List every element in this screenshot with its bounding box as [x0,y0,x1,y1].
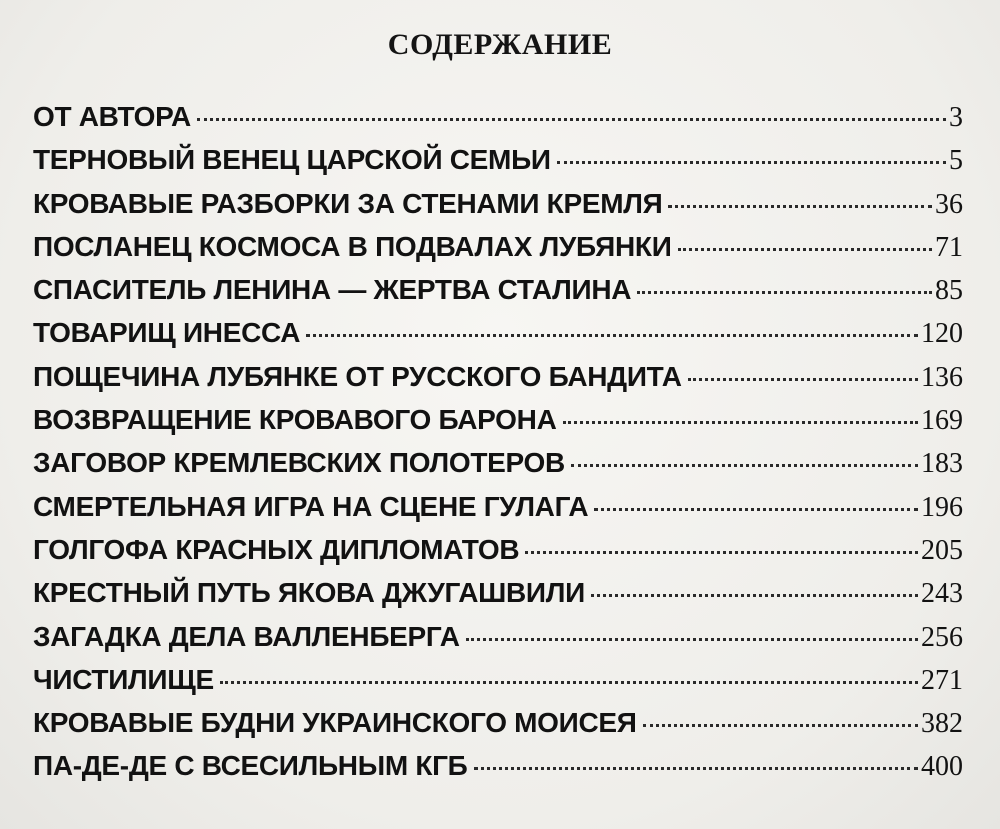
toc-entry-page-number: 5 [949,145,963,177]
dot-leader [525,551,918,554]
dot-leader [668,205,932,208]
toc-entry [33,750,963,793]
toc-entry-page-number: 382 [921,708,963,740]
dot-leader [637,291,932,294]
toc-entry-title: ВОЗВРАЩЕНИЕ КРОВАВОГО БАРОНА [33,404,557,436]
toc-entry [33,577,963,620]
toc-entry-title: ТОВАРИЩ ИНЕССА [33,317,301,349]
dot-leader [688,378,918,381]
toc-entry-title: КРОВАВЫЕ РАЗБОРКИ ЗА СТЕНАМИ КРЕМЛЯ [33,187,663,219]
toc-entry [33,274,963,317]
toc-entry-title: ПОЩЕЧИНА ЛУБЯНКЕ ОТ РУССКОГО БАНДИТА [33,360,682,392]
toc-entry [33,404,963,447]
dot-leader [594,508,918,511]
toc-entry [33,534,963,577]
toc-entry-title: СПАСИТЕЛЬ ЛЕНИНА — ЖЕРТВА СТАЛИНА [33,274,632,306]
toc-entry-page-number: 400 [921,751,963,783]
toc-entry-page-number: 36 [935,188,963,220]
toc-entry-title: ЗАГАДКА ДЕЛА ВАЛЛЕНБЕРГА [33,620,460,652]
dot-leader [306,334,918,337]
toc-entry-page-number: 71 [935,231,963,263]
toc-entry-title: ГОЛГОФА КРАСНЫХ ДИПЛОМАТОВ [33,533,520,565]
table-of-contents [33,101,963,794]
dot-leader [466,638,918,641]
toc-entry-title: СМЕРТЕЛЬНАЯ ИГРА НА СЦЕНЕ ГУЛАГА [33,490,589,522]
toc-entry [33,144,963,187]
toc-entry-page-number: 183 [921,448,963,480]
toc-entry-page-number: 120 [921,318,963,350]
page-title: СОДЕРЖАНИЕ [387,28,613,61]
toc-entry [33,664,963,707]
toc-entry-page-number: 3 [949,102,963,133]
toc-entry [33,101,963,144]
dot-leader [643,724,918,727]
toc-entry-page-number: 85 [935,275,963,307]
toc-entry [33,231,963,274]
toc-entry-title: КРОВАВЫЕ БУДНИ УКРАИНСКОГО МОИСЕЯ [33,707,637,739]
toc-entry-title: ПА-ДЕ-ДЕ С ВСЕСИЛЬНЫМ КГБ [33,750,468,782]
dot-leader [591,594,918,597]
toc-entry-page-number: 243 [921,578,963,610]
dot-leader [563,421,918,424]
dot-leader [557,161,946,164]
toc-entry [33,447,963,490]
toc-entry-page-number: 136 [921,361,963,393]
dot-leader [571,464,918,467]
toc-entry [33,621,963,664]
dot-leader [678,248,932,251]
toc-entry [33,491,963,534]
toc-entry-page-number: 205 [921,534,963,566]
dot-leader [197,118,946,121]
toc-entry-title: ЗАГОВОР КРЕМЛЕВСКИХ ПОЛОТЕРОВ [33,447,565,479]
dot-leader [474,767,918,770]
toc-entry-page-number: 256 [921,621,963,653]
toc-entry [33,188,963,231]
dot-leader [220,681,918,684]
toc-entry-page-number: 271 [921,664,963,696]
toc-entry [33,361,963,404]
toc-entry-page-number: 169 [921,405,963,437]
toc-entry-title: ОТ АВТОРА [33,101,191,132]
toc-entry-page-number: 196 [921,491,963,523]
toc-entry [33,707,963,750]
toc-entry [33,317,963,360]
toc-entry-title: КРЕСТНЫЙ ПУТЬ ЯКОВА ДЖУГАШВИЛИ [33,577,585,609]
toc-entry-title: ПОСЛАНЕЦ КОСМОСА В ПОДВАЛАХ ЛУБЯНКИ [33,230,672,262]
toc-entry-title: ТЕРНОВЫЙ ВЕНЕЦ ЦАРСКОЙ СЕМЬИ [33,144,551,176]
toc-entry-title: ЧИСТИЛИЩЕ [33,663,214,695]
